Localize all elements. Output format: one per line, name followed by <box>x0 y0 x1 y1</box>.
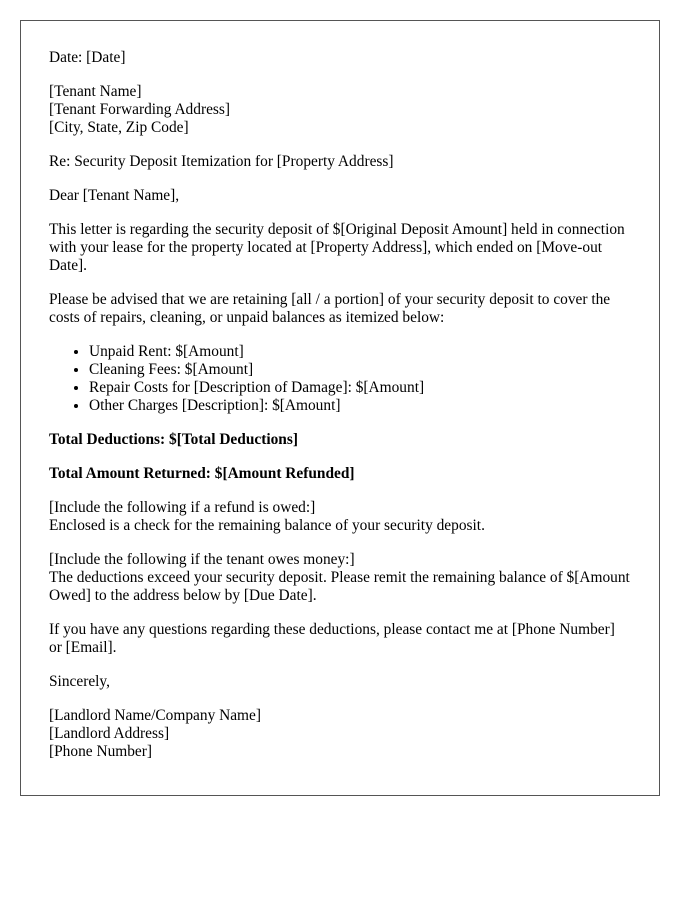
recipient-block <box>49 83 631 137</box>
letter-page <box>20 20 660 796</box>
contact-paragraph: If you have any questions regarding these deductions, please contact me at [Phone Number] or [Email]. <box>49 621 615 656</box>
refund-instruction: [Include the following if a refund is owed:] <box>49 499 316 516</box>
recipient-name: [Tenant Name] <box>49 83 142 100</box>
closing: Sincerely, <box>49 673 110 690</box>
deduction-item: • Other Charges [Description]: $[Amount] <box>89 397 631 415</box>
sender-phone: [Phone Number] <box>49 743 153 760</box>
recipient-address: [Tenant Forwarding Address] <box>49 101 231 118</box>
sender-name: [Landlord Name/Company Name] <box>49 707 261 724</box>
total-returned: Total Amount Returned: $[Amount Refunded] <box>49 465 355 482</box>
deduction-item: • Unpaid Rent: $[Amount] <box>89 343 631 361</box>
retention-paragraph: Please be advised that we are retaining [all / a portion] of your security deposit to cover the costs of repairs, cleaning, or unpaid balances as itemized below: <box>49 291 611 326</box>
deduction-item: • Repair Costs for [Description of Damage]: $[Amount] <box>89 379 631 397</box>
sender-address: [Landlord Address] <box>49 725 170 742</box>
sender-block <box>49 707 631 761</box>
total-deductions: Total Deductions: $[Total Deductions] <box>49 431 298 448</box>
subject-line: Re: Security Deposit Itemization for [Property Address] <box>49 153 394 170</box>
date-line: Date: [Date] <box>49 49 126 66</box>
owed-text: The deductions exceed your security deposit. Please remit the remaining balance of $[Amount Owed] to the address below by [Due Date]. <box>49 569 630 604</box>
owed-note <box>49 551 631 605</box>
salutation: Dear [Tenant Name], <box>49 187 180 204</box>
deduction-item: • Cleaning Fees: $[Amount] <box>89 361 631 379</box>
intro-paragraph: This letter is regarding the security deposit of $[Original Deposit Amount] held in connection with your lease for the property located at [Property Address], which ended on [Move-out Date]. <box>49 221 625 274</box>
refund-note <box>49 499 631 535</box>
owed-instruction: [Include the following if the tenant owes money:] <box>49 551 355 568</box>
deductions-list <box>49 343 631 415</box>
refund-text: Enclosed is a check for the remaining balance of your security deposit. <box>49 517 485 534</box>
recipient-city-state-zip: [City, State, Zip Code] <box>49 119 189 136</box>
